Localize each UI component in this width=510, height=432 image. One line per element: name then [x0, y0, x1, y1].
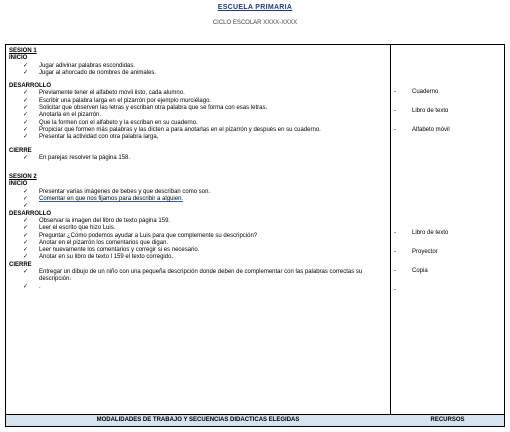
- list-item: ✓ Leer el escrito que hizo Luis.: [23, 225, 116, 232]
- check-icon: ✓: [23, 196, 29, 203]
- check-icon: ✓: [23, 217, 29, 224]
- table-footer: [6, 414, 504, 426]
- list-item: ✓ En parejas resolver la página 158.: [23, 154, 131, 161]
- session-2-inicio-label: INICIO: [9, 181, 28, 188]
- check-icon: ✓: [23, 269, 29, 276]
- list-item: ✓ Anotar en su libro de texto l 159 el texto corregido.: [23, 254, 174, 261]
- check-icon: ✓: [23, 247, 29, 254]
- session-1-title: SESION 1: [9, 48, 37, 54]
- list-item: ✓ Leer nuevamente los comentarios y corregir si es necesario.: [23, 247, 200, 254]
- session-2-desarrollo-label: DESARROLLO: [9, 210, 51, 217]
- list-item: ✓ Comentar en que nos fijamos para describir a alguien.: [23, 196, 184, 203]
- list-item: ✓ Anotar en el pizarrón los comentarios que digan.: [23, 239, 169, 246]
- school-title: ESCUELA PRIMARIA: [217, 4, 293, 11]
- check-icon: ✓: [23, 254, 29, 261]
- footer-resources-label: RECURSOS: [430, 417, 465, 423]
- list-item: ✓ Propiciar que formen más palabras y las dicten a para anotarlas en el pizarrón y después en su cuaderno.: [23, 126, 321, 133]
- list-item: ✓ Previamente tener el alfabeto móvil listo, cada alumno.: [23, 90, 185, 97]
- check-icon: ✓: [23, 154, 29, 161]
- session-1-inicio-label: INICIO: [9, 55, 28, 62]
- check-icon: ✓: [23, 62, 29, 69]
- check-icon: ✓: [23, 119, 29, 126]
- list-item: ✓ Presentar la actividad con otra palabra larga,: [23, 134, 159, 141]
- check-icon: ✓: [23, 90, 29, 97]
- list-item: ✓ Anotarla en el pizarrón.: [23, 112, 102, 119]
- list-item: ✓ .: [23, 283, 41, 290]
- check-icon: ✓: [23, 232, 29, 239]
- list-item: ✓ Observar la imagen del libro de texto página 159.: [23, 217, 171, 224]
- list-item: ✓ Jugar al ahorcado de nombres de animales.: [23, 69, 157, 76]
- check-icon: ✓: [23, 112, 29, 119]
- activities-column: [9, 48, 387, 291]
- session-2-cierre-label: CIERRE: [9, 261, 32, 268]
- session-1-cierre-label: CIERRE: [9, 147, 32, 154]
- list-item: ✓ Preguntar ¿Cómo podemos ayudar a Luis para que complemente su descripción?: [23, 232, 258, 239]
- planning-table: SESION 1 INICIO ✓ Jugar adivinar palabras escondidas. ✓ Jugar al ahorcado de nombres de animales. DESARROLLO ✓ Previamente tener el alfabeto móvil listo, cada alumno. ✓ Escribir una palabra larga en el pizarrón por ejemplo murciélago. ✓ Solicitar que observen las letras y escriban otra palabra que se forma con esas letras. ✓ Anotarla en el pizarrón. ✓ Que la formen con el alfabeto y la escriban en su cuaderno. ✓ Propiciar que formen más palabras y las dicten a para anotarlas en el pizarrón y después en su cuaderno. ✓ Presentar la actividad con otra palabra larga, CIERRE ✓ En parejas resolver la página 158. SESION 2 INICIO ✓ Presentar varias imágenes de bebes y que describan como son. ✓ Comentar en que nos fijamos para describir a alguien. ✓ DESARROLLO ✓ Observar la imagen del libro de texto página 159. ✓ Leer el escrito que hizo Luis. ✓ Preguntar ¿Cómo podemos ayudar a Luis para que complemente su descripción? ✓ Anotar en el pizarrón los comentarios que digan. ✓ Leer nuevamente los comentarios y corregir si es necesario. ✓ Anotar en su libro de texto l 159 el texto corregido. CIERRE ✓ Entregar un dibujo de un niño con una pequeña descripción donde deben de complementar con las palabras correctas su descripción. ✓ . - Cuaderno - Libro de texto - Alfabeto móvil - Libro de texto - Proyector - Copia - MODALIDADES DE TRABAJO Y SECUENCIAS DIDACTICAS ELEGIDAS RECURSOS: [5, 44, 505, 427]
- check-icon: ✓: [23, 97, 29, 104]
- list-item: ✓ Entregar un dibujo de un niño con una pequeña descripción donde deben de complementar con las palabras correctas su descripción.: [23, 269, 363, 283]
- check-icon: ✓: [23, 239, 29, 246]
- list-item: ✓ Solicitar que observen las letras y escriban otra palabra que se forma con esas letras.: [23, 105, 268, 112]
- check-icon: ✓: [23, 225, 29, 232]
- session-1-desarrollo-label: DESARROLLO: [9, 83, 51, 90]
- check-icon: ✓: [23, 134, 29, 141]
- check-icon: ✓: [23, 126, 29, 133]
- list-item: [9, 203, 387, 210]
- column-divider: [390, 45, 391, 426]
- check-icon: ✓: [23, 188, 29, 195]
- check-icon: ✓: [23, 283, 29, 290]
- check-icon: ✓: [23, 203, 29, 210]
- list-item: ✓ Escribir una palabra larga en el pizarrón por ejemplo murciélago.: [23, 97, 212, 104]
- list-item: ✓ Jugar adivinar palabras escondidas.: [23, 62, 136, 69]
- check-icon: ✓: [23, 105, 29, 112]
- school-cycle: CICLO ESCOLAR XXXX-XXXX: [212, 20, 298, 26]
- footer-activities-label: MODALIDADES DE TRABAJO Y SECUENCIAS DIDACTICAS ELEGIDAS: [96, 417, 300, 423]
- list-item: ✓ Que la formen con el alfabeto y la escriban en su cuaderno.: [23, 119, 198, 126]
- list-item: ✓ Presentar varias imágenes de bebes y que describan como son.: [23, 188, 211, 195]
- check-icon: ✓: [23, 69, 29, 76]
- session-2-title: SESION 2: [9, 174, 37, 181]
